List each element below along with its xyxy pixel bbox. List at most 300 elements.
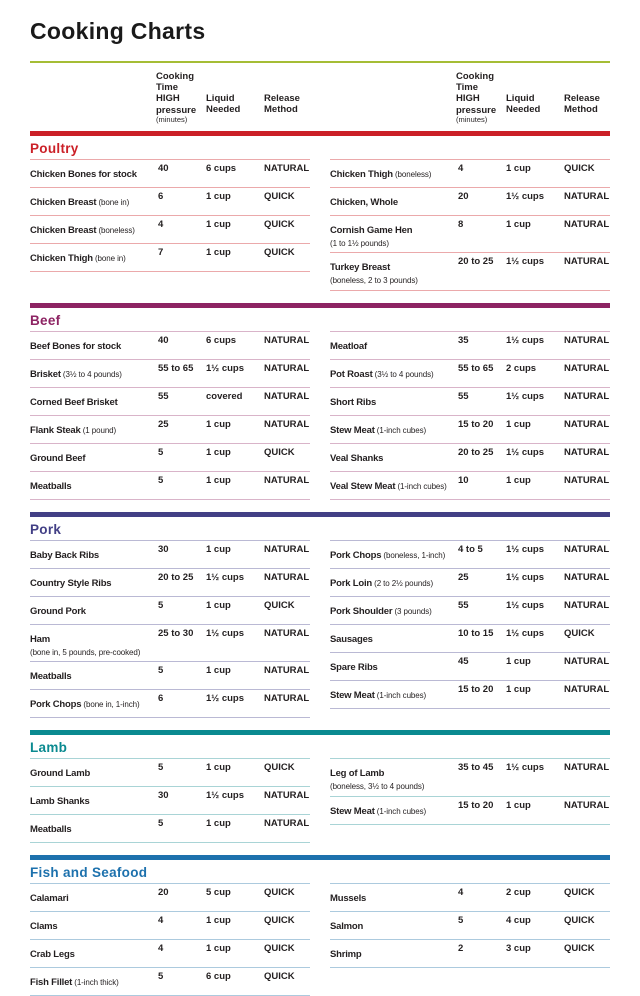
- table-row: [330, 797, 610, 825]
- liquid-needed-value: 1 cup: [506, 800, 531, 812]
- column-headers-left: [30, 71, 310, 125]
- section-table-right: [330, 159, 610, 291]
- item-name: Sausages: [330, 633, 373, 645]
- item-name-cell: [30, 419, 156, 439]
- item-name-cell: [330, 163, 456, 183]
- release-method-value: NATURAL: [564, 683, 610, 695]
- liquid-needed-value: 1 cup: [206, 599, 231, 611]
- table-row: [330, 472, 610, 500]
- release-method-value: NATURAL: [264, 362, 310, 374]
- liquid-needed-value: 1 cup: [506, 162, 531, 174]
- liquid-needed-value: 1½ cups: [506, 571, 545, 583]
- cooking-time-value: 20: [158, 887, 169, 899]
- liquid-needed-value: 1 cup: [206, 446, 231, 458]
- item-name: Meatballs: [30, 480, 72, 492]
- liquid-needed-value: 1½ cups: [506, 543, 545, 555]
- release-method-value: QUICK: [564, 943, 595, 955]
- item-name-cell: [30, 544, 156, 564]
- item-name-cell: [30, 219, 156, 239]
- liquid-needed-value: 1 cup: [206, 190, 231, 202]
- liquid-needed-value: 1 cup: [206, 246, 231, 258]
- release-method-value: NATURAL: [264, 418, 310, 430]
- item-name-cell: [330, 363, 456, 383]
- cooking-time-value: 15 to 20: [458, 418, 494, 430]
- item-name: Leg of Lamb: [330, 768, 385, 780]
- cooking-time-value: 6: [158, 190, 164, 202]
- item-note: (3½ to 4 pounds): [60, 369, 122, 379]
- section-table-right: [330, 331, 610, 500]
- table-row: [330, 569, 610, 597]
- section-beef: [30, 303, 610, 500]
- section-table-left: [30, 540, 310, 719]
- cooking-time-value: 4: [458, 887, 464, 899]
- table-row: [30, 332, 310, 360]
- cooking-time-value: 8: [458, 218, 464, 230]
- table-row: [30, 472, 310, 500]
- release-method-value: NATURAL: [564, 190, 610, 202]
- header-cooking-time-label: Cooking Time HIGH pressure: [156, 71, 197, 116]
- cooking-time-value: 5: [458, 915, 464, 927]
- table-row: [330, 216, 610, 254]
- table-row: [30, 244, 310, 272]
- item-name-cell: [330, 256, 456, 286]
- cooking-time-value: 45: [458, 655, 469, 667]
- item-name-cell: [30, 762, 156, 782]
- cooking-time-value: 4: [158, 218, 164, 230]
- release-method-value: NATURAL: [564, 571, 610, 583]
- release-method-value: NATURAL: [264, 571, 310, 583]
- liquid-needed-value: 1 cup: [206, 418, 231, 430]
- liquid-needed-value: 1 cup: [206, 915, 231, 927]
- liquid-needed-value: 6 cups: [206, 162, 237, 174]
- item-name-cell: [30, 971, 156, 991]
- item-name: Chicken Thigh: [30, 252, 93, 264]
- liquid-needed-value: 1 cup: [206, 474, 231, 486]
- liquid-needed-value: 6 cup: [206, 971, 231, 983]
- item-name: Veal Shanks: [330, 452, 384, 464]
- item-name-cell: [330, 656, 456, 676]
- section-tables: [30, 758, 610, 843]
- item-name: Baby Back Ribs: [30, 549, 100, 561]
- item-note-below: (boneless, 3½ to 4 pounds): [330, 782, 425, 792]
- table-row: [330, 681, 610, 709]
- item-name: Chicken Bones for stock: [30, 168, 137, 180]
- item-name: Ground Pork: [30, 605, 86, 617]
- cooking-time-value: 25: [158, 418, 169, 430]
- section-color-bar: [30, 303, 610, 308]
- header-cooking-time-label: Cooking Time HIGH pressure: [456, 71, 497, 116]
- item-name: Shrimp: [330, 949, 362, 961]
- item-name-cell: [330, 191, 456, 211]
- liquid-needed-value: 1½ cups: [506, 256, 545, 268]
- item-name: Beef Bones for stock: [30, 340, 122, 352]
- item-name: Meatballs: [30, 824, 72, 836]
- liquid-needed-value: 1 cup: [206, 665, 231, 677]
- item-name: Chicken Breast: [30, 196, 97, 208]
- section-title: Fish and Seafood: [30, 865, 148, 881]
- header-liquid-needed: [206, 71, 264, 115]
- section-color-bar: [30, 730, 610, 735]
- section-pork: [30, 512, 610, 719]
- release-method-value: QUICK: [264, 599, 295, 611]
- release-method-value: NATURAL: [564, 446, 610, 458]
- cooking-time-value: 25 to 30: [158, 627, 194, 639]
- section-tables: [30, 159, 610, 291]
- table-row: [30, 597, 310, 625]
- release-method-value: QUICK: [264, 915, 295, 927]
- item-name: Mussels: [330, 893, 367, 905]
- liquid-needed-value: 2 cup: [506, 887, 531, 899]
- cooking-time-value: 55: [158, 390, 169, 402]
- table-row: [30, 940, 310, 968]
- liquid-needed-value: 1½ cups: [506, 190, 545, 202]
- release-method-value: NATURAL: [264, 818, 310, 830]
- table-row: [30, 912, 310, 940]
- table-row: [330, 940, 610, 968]
- item-name-cell: [330, 447, 456, 467]
- cooking-time-value: 4 to 5: [458, 543, 483, 555]
- header-liquid-needed: [506, 71, 564, 115]
- table-row: [30, 662, 310, 690]
- item-name-cell: [330, 419, 456, 439]
- section-color-bar: [30, 512, 610, 517]
- item-name-cell: [330, 915, 456, 935]
- header-cooking-time: [456, 71, 506, 125]
- liquid-needed-value: 1 cup: [506, 218, 531, 230]
- item-name: Turkey Breast: [330, 262, 391, 274]
- header-minutes-label: (minutes): [156, 114, 188, 124]
- liquid-needed-value: 1 cup: [206, 943, 231, 955]
- item-name: Pot Roast: [330, 368, 373, 380]
- item-name: Short Ribs: [330, 396, 377, 408]
- item-name: Fish Fillet: [30, 977, 73, 989]
- cooking-time-value: 5: [158, 665, 164, 677]
- table-row: [30, 787, 310, 815]
- liquid-needed-value: 1½ cups: [206, 362, 245, 374]
- liquid-needed-value: 1½ cups: [506, 599, 545, 611]
- item-name-cell: [330, 628, 456, 648]
- release-method-value: QUICK: [564, 627, 595, 639]
- release-method-value: NATURAL: [264, 334, 310, 346]
- item-note: (1-inch cubes): [374, 807, 427, 817]
- section-table-left: [30, 331, 310, 500]
- release-method-value: NATURAL: [564, 474, 610, 486]
- item-name-cell: [330, 762, 456, 792]
- release-method-value: NATURAL: [264, 390, 310, 402]
- release-method-value: QUICK: [264, 762, 295, 774]
- item-note: (boneless): [96, 225, 135, 235]
- liquid-needed-value: 1 cup: [506, 683, 531, 695]
- item-note-below: (boneless, 2 to 3 pounds): [330, 276, 418, 286]
- section-tables: [30, 883, 610, 996]
- table-row: [330, 884, 610, 912]
- section-title: Lamb: [30, 740, 68, 756]
- cooking-time-value: 30: [158, 790, 169, 802]
- table-row: [330, 541, 610, 569]
- item-note: (1-inch cubes): [374, 425, 427, 435]
- release-method-value: NATURAL: [564, 362, 610, 374]
- release-method-value: NATURAL: [564, 655, 610, 667]
- item-name: Flank Steak: [30, 424, 81, 436]
- item-note: (boneless): [392, 169, 432, 179]
- table-row: [30, 416, 310, 444]
- item-name: Country Style Ribs: [30, 577, 112, 589]
- section-tables: [30, 540, 610, 719]
- section-color-bar: [30, 131, 610, 136]
- table-row: [30, 444, 310, 472]
- table-row: [30, 815, 310, 843]
- item-note: (3½ to 4 pounds): [372, 369, 434, 379]
- section-table-right: [330, 758, 610, 825]
- cooking-time-value: 5: [158, 446, 164, 458]
- release-method-value: NATURAL: [264, 693, 310, 705]
- table-row: [30, 188, 310, 216]
- release-method-value: NATURAL: [264, 790, 310, 802]
- section-poultry: [30, 131, 610, 291]
- column-headers: [30, 71, 610, 125]
- liquid-needed-value: 1 cup: [206, 218, 231, 230]
- item-note-below: (1 to 1½ pounds): [330, 238, 389, 248]
- item-note: (1-inch cubes): [395, 481, 447, 491]
- cooking-time-value: 2: [458, 943, 464, 955]
- cooking-time-value: 25: [458, 571, 469, 583]
- liquid-needed-value: 1½ cups: [506, 334, 545, 346]
- table-row: [30, 884, 310, 912]
- item-name: Corned Beef Brisket: [30, 396, 118, 408]
- cooking-time-value: 5: [158, 818, 164, 830]
- item-name-cell: [30, 447, 156, 467]
- item-name: Meatloaf: [330, 340, 367, 352]
- liquid-needed-value: 3 cup: [506, 943, 531, 955]
- table-row: [30, 759, 310, 787]
- item-name-cell: [30, 628, 156, 658]
- item-name-cell: [30, 790, 156, 810]
- liquid-needed-value: 1½ cups: [506, 446, 545, 458]
- item-name-cell: [30, 915, 156, 935]
- table-row: [330, 416, 610, 444]
- item-name-cell: [30, 391, 156, 411]
- liquid-needed-value: 1 cup: [506, 655, 531, 667]
- release-method-value: QUICK: [564, 887, 595, 899]
- section-fish-and-seafood: [30, 855, 610, 996]
- item-name: Pork Loin: [330, 577, 373, 589]
- release-method-value: QUICK: [564, 915, 595, 927]
- section-title: Pork: [30, 521, 62, 537]
- item-name-cell: [30, 335, 156, 355]
- item-name-cell: [330, 335, 456, 355]
- title-rule: [30, 61, 610, 63]
- item-name-cell: [30, 191, 156, 211]
- section-title: Poultry: [30, 140, 79, 156]
- liquid-needed-value: 1 cup: [506, 474, 531, 486]
- cooking-time-value: 4: [458, 162, 464, 174]
- release-method-value: QUICK: [264, 446, 295, 458]
- release-method-value: NATURAL: [564, 800, 610, 812]
- item-name-cell: [330, 572, 456, 592]
- cooking-time-value: 40: [158, 334, 169, 346]
- item-name-cell: [30, 475, 156, 495]
- header-liquid-needed-label: Liquid Needed: [506, 93, 541, 116]
- item-note-below: (bone in, 5 pounds, pre-cooked): [30, 647, 141, 657]
- item-name-cell: [30, 163, 156, 183]
- item-name: Cornish Game Hen: [330, 224, 413, 236]
- item-name-cell: [330, 684, 456, 704]
- item-note: (1 pound): [80, 425, 117, 435]
- release-method-value: QUICK: [264, 246, 295, 258]
- table-row: [30, 690, 310, 718]
- header-release-method: [564, 71, 610, 115]
- header-release-method-label: Release Method: [564, 93, 600, 116]
- liquid-needed-value: 1½ cups: [206, 627, 245, 639]
- item-name-cell: [30, 887, 156, 907]
- liquid-needed-value: 6 cups: [206, 334, 237, 346]
- table-row: [330, 253, 610, 291]
- item-name: Calamari: [30, 893, 69, 905]
- item-name-cell: [330, 800, 456, 820]
- section-table-left: [30, 758, 310, 843]
- cooking-time-value: 10 to 15: [458, 627, 494, 639]
- item-name-cell: [330, 475, 456, 495]
- table-row: [330, 444, 610, 472]
- item-name: Chicken Thigh: [330, 168, 393, 180]
- table-row: [30, 216, 310, 244]
- liquid-needed-value: 1½ cups: [506, 627, 545, 639]
- release-method-value: NATURAL: [564, 543, 610, 555]
- liquid-needed-value: 1½ cups: [206, 693, 245, 705]
- liquid-needed-value: 2 cups: [506, 362, 537, 374]
- release-method-value: NATURAL: [564, 334, 610, 346]
- liquid-needed-value: 1 cup: [206, 818, 231, 830]
- section-color-bar: [30, 855, 610, 860]
- table-row: [330, 625, 610, 653]
- cooking-time-value: 20 to 25: [158, 571, 194, 583]
- liquid-needed-value: 1½ cups: [506, 762, 545, 774]
- sections-container: [30, 131, 610, 996]
- item-note: (2 to 2½ pounds): [372, 578, 434, 588]
- release-method-value: NATURAL: [264, 543, 310, 555]
- cooking-time-value: 7: [158, 246, 164, 258]
- section-table-left: [30, 883, 310, 996]
- release-method-value: NATURAL: [564, 418, 610, 430]
- release-method-value: NATURAL: [264, 627, 310, 639]
- cooking-time-value: 4: [158, 943, 164, 955]
- liquid-needed-value: 1½ cups: [506, 390, 545, 402]
- item-name: Salmon: [330, 921, 364, 933]
- liquid-needed-value: 4 cup: [506, 915, 531, 927]
- cooking-time-value: 5: [158, 599, 164, 611]
- cooking-time-value: 20 to 25: [458, 446, 494, 458]
- liquid-needed-value: 1 cup: [206, 762, 231, 774]
- table-row: [30, 360, 310, 388]
- cooking-time-value: 6: [158, 693, 164, 705]
- item-name-cell: [30, 693, 156, 713]
- release-method-value: NATURAL: [564, 256, 610, 268]
- release-method-value: NATURAL: [264, 474, 310, 486]
- liquid-needed-value: 1½ cups: [206, 790, 245, 802]
- cooking-time-value: 20: [458, 190, 469, 202]
- item-note: (1-inch thick): [72, 978, 119, 988]
- item-name: Crab Legs: [30, 949, 75, 961]
- cooking-time-value: 15 to 20: [458, 683, 494, 695]
- section-lamb: [30, 730, 610, 843]
- release-method-value: QUICK: [264, 971, 295, 983]
- header-cooking-time: [156, 71, 206, 125]
- item-name: Pork Shoulder: [330, 605, 393, 617]
- liquid-needed-value: 1 cup: [506, 418, 531, 430]
- cooking-time-value: 55: [458, 599, 469, 611]
- cooking-time-value: 5: [158, 762, 164, 774]
- cooking-time-value: 5: [158, 474, 164, 486]
- item-name-cell: [330, 600, 456, 620]
- cooking-time-value: 40: [158, 162, 169, 174]
- item-note: (bone in): [96, 197, 130, 207]
- release-method-value: NATURAL: [264, 665, 310, 677]
- release-method-value: QUICK: [264, 943, 295, 955]
- cooking-time-value: 4: [158, 915, 164, 927]
- table-row: [30, 160, 310, 188]
- item-name: Chicken Breast: [30, 224, 97, 236]
- cooking-time-value: 20 to 25: [458, 256, 494, 268]
- liquid-needed-value: covered: [206, 390, 243, 402]
- item-name-cell: [330, 219, 456, 249]
- item-name: Pork Chops: [330, 549, 382, 561]
- header-release-method: [264, 71, 310, 115]
- item-name: Veal Stew Meat: [330, 480, 396, 492]
- table-row: [330, 360, 610, 388]
- table-row: [330, 160, 610, 188]
- release-method-value: QUICK: [264, 887, 295, 899]
- item-name-cell: [330, 391, 456, 411]
- table-row: [330, 188, 610, 216]
- table-row: [30, 541, 310, 569]
- table-row: [30, 388, 310, 416]
- table-row: [30, 968, 310, 996]
- item-name: Pork Chops: [30, 699, 82, 711]
- table-row: [330, 388, 610, 416]
- item-name: Lamb Shanks: [30, 796, 90, 808]
- item-name-cell: [330, 943, 456, 963]
- header-liquid-needed-label: Liquid Needed: [206, 93, 241, 116]
- table-row: [330, 653, 610, 681]
- item-name: Ground Lamb: [30, 768, 91, 780]
- item-name: Stew Meat: [330, 689, 375, 701]
- item-name-cell: [330, 887, 456, 907]
- item-note: (bone in): [92, 253, 126, 263]
- item-name-cell: [330, 544, 456, 564]
- section-table-left: [30, 159, 310, 272]
- liquid-needed-value: 1 cup: [206, 543, 231, 555]
- item-note: (bone in, 1-inch): [81, 700, 140, 710]
- item-name: Stew Meat: [330, 424, 375, 436]
- cooking-time-value: 35: [458, 334, 469, 346]
- cooking-time-value: 55: [458, 390, 469, 402]
- item-name: Brisket: [30, 368, 61, 380]
- item-name: Clams: [30, 921, 58, 933]
- table-row: [330, 597, 610, 625]
- item-name-cell: [30, 943, 156, 963]
- table-row: [30, 625, 310, 663]
- header-release-method-label: Release Method: [264, 93, 300, 116]
- item-name: Ground Beef: [30, 452, 86, 464]
- section-tables: [30, 331, 610, 500]
- table-row: [330, 759, 610, 797]
- section-title: Beef: [30, 312, 61, 328]
- release-method-value: NATURAL: [564, 218, 610, 230]
- release-method-value: NATURAL: [264, 162, 310, 174]
- cooking-time-value: 35 to 45: [458, 762, 494, 774]
- page-title: Cooking Charts: [30, 18, 206, 44]
- item-name: Spare Ribs: [330, 661, 378, 673]
